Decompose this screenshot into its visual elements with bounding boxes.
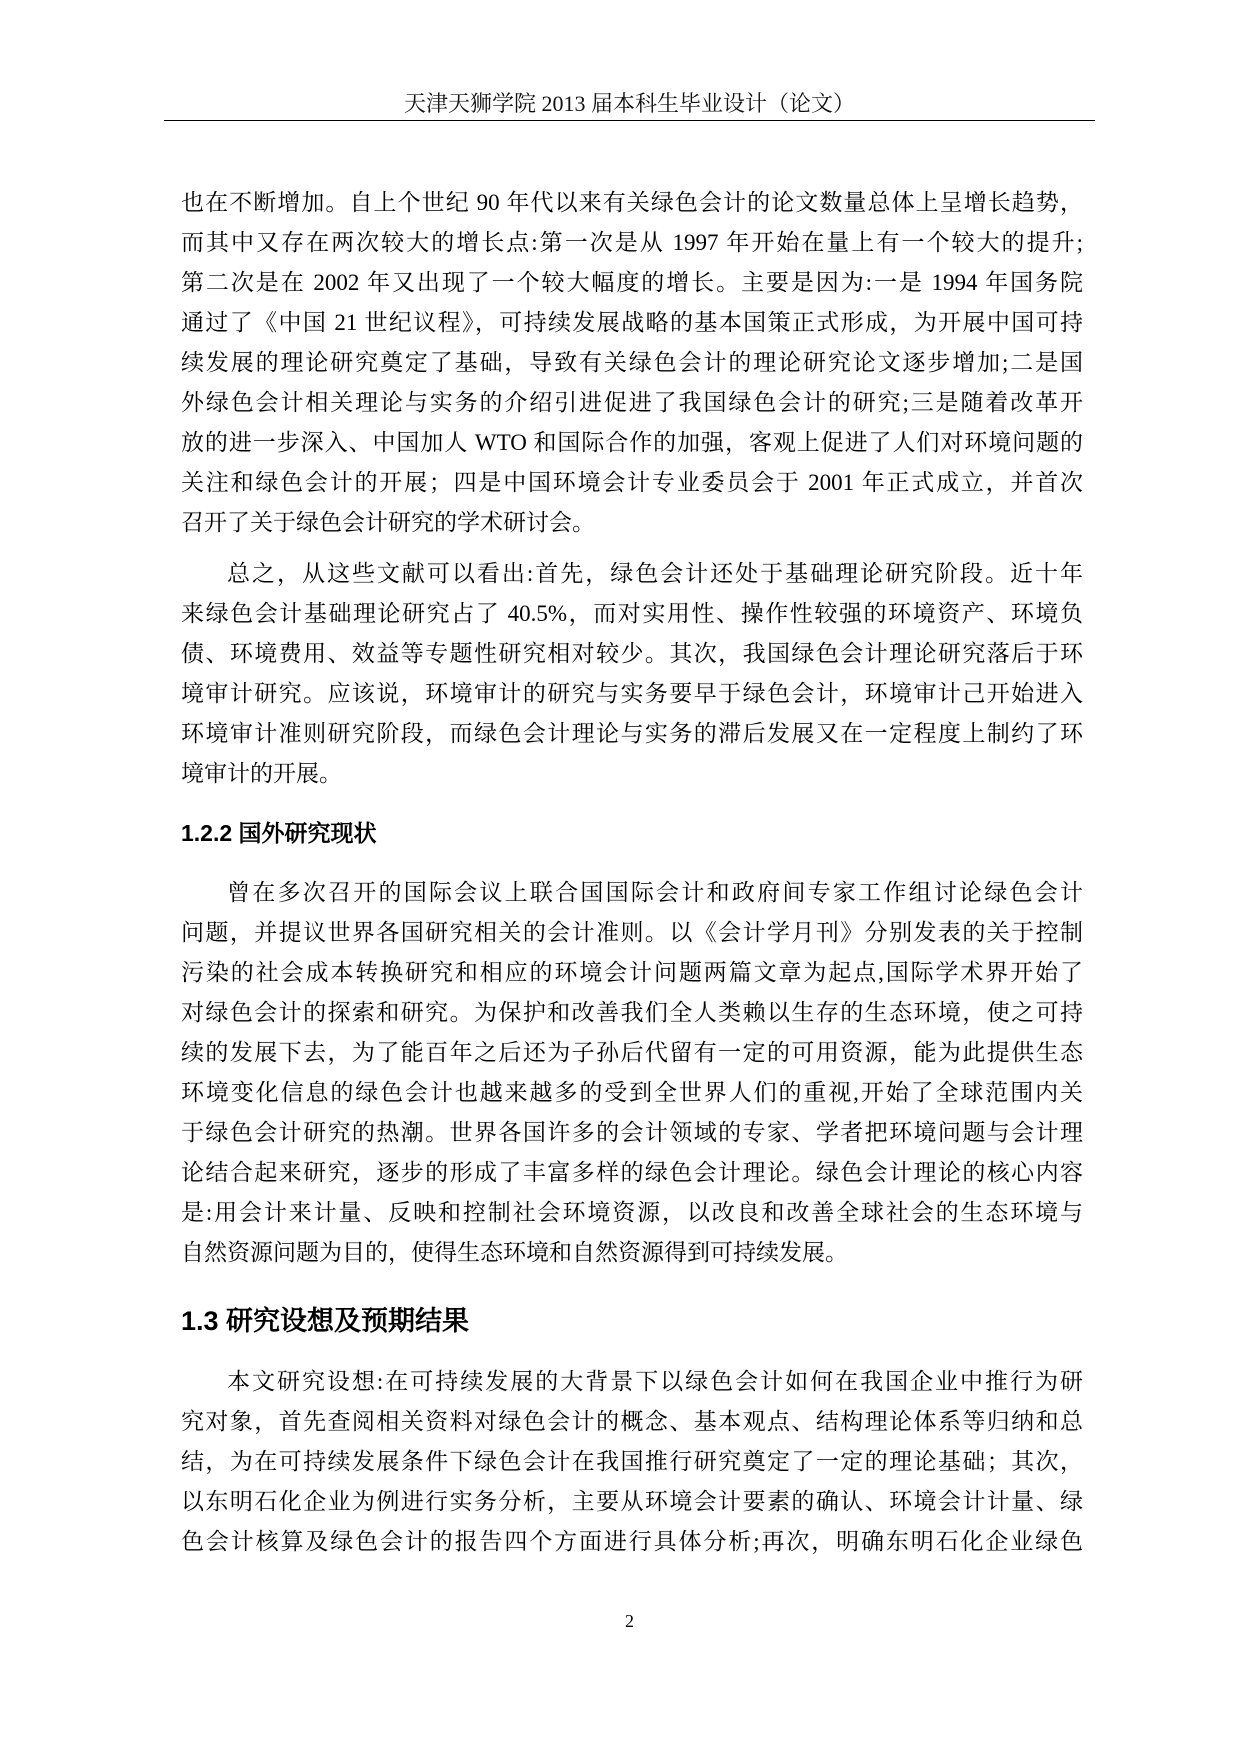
text-line: 境审计的开展。 (181, 761, 342, 786)
running-header: 天津天狮学院 2013 届本科生毕业设计（论文） (403, 91, 855, 116)
text-line: 总之，从这些文献可以看出:首先，绿色会计还处于基础理论研究阶段。近十年 (227, 561, 1083, 586)
text-line: 续发展的理论研究奠定了基础，导致有关绿色会计的理论研究论文逐步增加;二是国 (181, 350, 1083, 375)
text-line: 而其中又存在两次较大的增长点:第一次是从 1997 年开始在量上有一个较大的提升; (181, 230, 1083, 255)
text-line: 境审计研究。应该说，环境审计的研究与实务要早于绿色会计，环境审计己开始进入 (181, 681, 1083, 706)
page-number: 2 (625, 1611, 634, 1631)
paragraph (181, 183, 1083, 543)
text-line: 环境变化信息的绿色会计也越来越多的受到全世界人们的重视,开始了全球范围内关 (181, 1080, 1083, 1105)
text-line: 关注和绿色会计的开展；四是中国环境会计专业委员会于 2001 年正式成立，并首次 (181, 470, 1083, 495)
text-line: 召开了关于绿色会计研究的学术研讨会。 (181, 510, 595, 535)
text-line: 通过了《中国 21 世纪议程》，可持续发展战略的基本国策正式形成，为开展中国可持 (181, 310, 1083, 335)
text-line: 也在不断增加。自上个世纪 90 年代以来有关绿色会计的论文数量总体上呈增长趋势， (181, 190, 1083, 215)
text-line: 本文研究设想:在可持续发展的大背景下以绿色会计如何在我国企业中推行为研 (227, 1369, 1083, 1394)
text-line: 结，为在可持续发展条件下绿色会计在我国推行研究奠定了一定的理论基础；其次， (181, 1449, 1083, 1474)
text-line: 债、环境费用、效益等专题性研究相对较少。其次，我国绿色会计理论研究落后于环 (181, 641, 1083, 666)
text-line: 放的进一步深入、中国加人 WTO 和国际合作的加强，客观上促进了人们对环境问题的 (181, 430, 1083, 455)
text-line: 究对象，首先查阅相关资料对绿色会计的概念、基本观点、结构理论体系等归纳和总 (181, 1409, 1083, 1434)
text-line: 自然资源问题为目的，使得生态环境和自然资源得到可持续发展。 (181, 1240, 848, 1265)
text-line: 是:用会计来计量、反映和控制社会环境资源，以改良和改善全球社会的生态环境与 (181, 1200, 1083, 1225)
text-line: 对绿色会计的探索和研究。为保护和改善我们全人类赖以生存的生态环境，使之可持 (181, 1000, 1083, 1025)
text-line: 问题，并提议世界各国研究相关的会计准则。以《会计学月刊》分别发表的关于控制 (181, 920, 1083, 945)
text-line: 第二次是在 2002 年又出现了一个较大幅度的增长。主要是因为:一是 1994 年国务院 (181, 270, 1083, 295)
header-rule (164, 120, 1095, 121)
body-text (181, 183, 1083, 1562)
text-line: 曾在多次召开的国际会议上联合国国际会计和政府间专家工作组讨论绿色会计 (227, 880, 1083, 905)
text-line: 环境审计准则研究阶段，而绿色会计理论与实务的滞后发展又在一定程度上制约了环 (181, 721, 1083, 746)
paragraph (181, 1362, 1083, 1562)
text-line: 外绿色会计相关理论与实务的介绍引进促进了我国绿色会计的研究;三是随着改革开 (181, 390, 1083, 415)
text-line: 以东明石化企业为例进行实务分析，主要从环境会计要素的确认、环境会计计量、绿 (181, 1489, 1083, 1514)
section-heading: 1.2.2 国外研究现状 (181, 820, 377, 846)
text-line: 色会计核算及绿色会计的报告四个方面进行具体分析;再次，明确东明石化企业绿色 (181, 1529, 1083, 1554)
text-line: 论结合起来研究，逐步的形成了丰富多样的绿色会计理论。绿色会计理论的核心内容 (181, 1160, 1083, 1185)
text-line: 污染的社会成本转换研究和相应的环境会计问题两篇文章为起点,国际学术界开始了 (181, 960, 1083, 985)
text-line: 于绿色会计研究的热潮。世界各国许多的会计领域的专家、学者把环境问题与会计理 (181, 1120, 1083, 1145)
text-line: 续的发展下去，为了能百年之后还为子孙后代留有一定的可用资源，能为此提供生态 (181, 1040, 1083, 1065)
paragraph (181, 554, 1083, 794)
section-heading: 1.3 研究设想及预期结果 (181, 1306, 470, 1336)
paragraph (181, 873, 1083, 1273)
text-line: 来绿色会计基础理论研究占了 40.5%，而对实用性、操作性较强的环境资产、环境负 (181, 601, 1083, 626)
